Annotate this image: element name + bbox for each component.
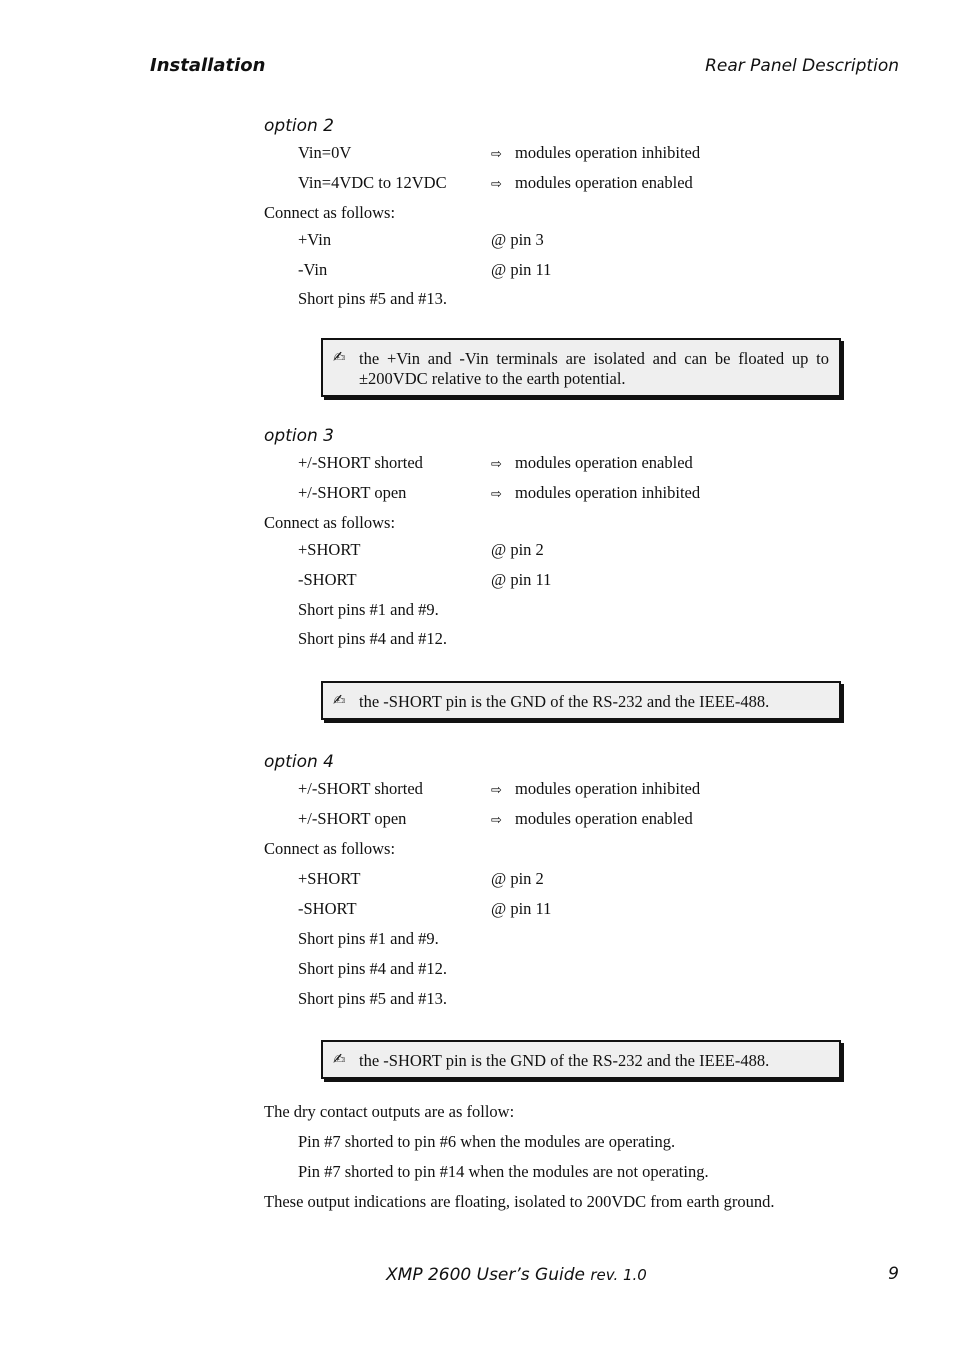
- option3-note-box: [321, 681, 841, 720]
- option3-result: ⇨ modules operation inhibited: [491, 483, 701, 502]
- option2-result: ⇨ modules operation inhibited: [491, 143, 701, 162]
- option4-short-instruction: Short pins #5 and #13.: [298, 989, 447, 1008]
- option2-short-instruction: Short pins #5 and #13.: [298, 289, 447, 308]
- option3-short-instruction: Short pins #1 and #9.: [298, 600, 439, 619]
- option4-heading: option 4: [264, 752, 334, 772]
- option4-connect-label: Connect as follows:: [264, 839, 396, 858]
- option4-condition: +/-SHORT open: [298, 809, 407, 828]
- option2-condition: Vin=4VDC to 12VDC: [298, 173, 447, 192]
- option4-short-instruction: Short pins #4 and #12.: [298, 959, 447, 978]
- option2-connect-label: Connect as follows:: [264, 203, 396, 222]
- dry-contact-line: Pin #7 shorted to pin #6 when the modules are operating.: [298, 1132, 676, 1151]
- option3-pin-number: @ pin 11: [491, 570, 552, 589]
- option2-result: ⇨ modules operation enabled: [491, 173, 693, 192]
- option4-note-box: [321, 1040, 841, 1079]
- option4-condition: +/-SHORT shorted: [298, 779, 423, 798]
- header-chapter-title: Rear Panel Description: [705, 56, 899, 76]
- pen-note-icon: ✍: [333, 691, 346, 709]
- option2-pin-signal: -Vin: [298, 260, 328, 279]
- pen-note-icon: ✍: [333, 1050, 346, 1068]
- option2-condition: Vin=0V: [298, 143, 352, 162]
- option4-short-instruction: Short pins #1 and #9.: [298, 929, 439, 948]
- arrow-icon: ⇨: [491, 177, 502, 192]
- option4-note-text: the -SHORT pin is the GND of the RS-232 and the IEEE-488.: [359, 1051, 770, 1070]
- option4-pin-signal: -SHORT: [298, 899, 357, 918]
- option3-pin-number: @ pin 2: [491, 540, 544, 559]
- dry-contact-line: Pin #7 shorted to pin #14 when the modules are not operating.: [298, 1162, 709, 1181]
- option4-pin-number: @ pin 11: [491, 899, 552, 918]
- option4-result: ⇨ modules operation enabled: [491, 809, 693, 828]
- arrow-icon: ⇨: [491, 813, 502, 828]
- arrow-icon: ⇨: [491, 783, 502, 798]
- arrow-icon: ⇨: [491, 147, 502, 162]
- option2-pin-number: @ pin 3: [491, 230, 544, 249]
- pen-note-icon: ✍: [333, 348, 346, 366]
- option3-connect-label: Connect as follows:: [264, 513, 396, 532]
- option2-pin-signal: +Vin: [298, 230, 332, 249]
- option3-short-instruction: Short pins #4 and #12.: [298, 629, 447, 648]
- arrow-icon: ⇨: [491, 457, 502, 472]
- option2-note-text: the +Vin and -Vin terminals are isolated and can be floated up to ±200VDC relative to the earth potential.: [359, 349, 829, 388]
- header-section-title: Installation: [150, 55, 266, 76]
- option4-pin-signal: +SHORT: [298, 869, 361, 888]
- option3-note-text: the -SHORT pin is the GND of the RS-232 and the IEEE-488.: [359, 692, 770, 711]
- option4-pin-number: @ pin 2: [491, 869, 544, 888]
- option4-result: ⇨ modules operation inhibited: [491, 779, 701, 798]
- option3-result: ⇨ modules operation enabled: [491, 453, 693, 472]
- option2-note-box: [321, 338, 841, 397]
- option3-heading: option 3: [264, 426, 334, 446]
- option3-condition: +/-SHORT open: [298, 483, 407, 502]
- footer-guide-title: XMP 2600 User’s Guide rev. 1.0: [386, 1265, 647, 1285]
- option3-pin-signal: +SHORT: [298, 540, 361, 559]
- option2-pin-number: @ pin 11: [491, 260, 552, 279]
- dry-contact-closing: These output indications are floating, isolated to 200VDC from earth ground.: [264, 1192, 775, 1211]
- option3-condition: +/-SHORT shorted: [298, 453, 423, 472]
- arrow-icon: ⇨: [491, 487, 502, 502]
- page-number: 9: [888, 1264, 899, 1284]
- option3-pin-signal: -SHORT: [298, 570, 357, 589]
- option2-heading: option 2: [264, 116, 334, 136]
- dry-contact-intro: The dry contact outputs are as follow:: [264, 1102, 515, 1121]
